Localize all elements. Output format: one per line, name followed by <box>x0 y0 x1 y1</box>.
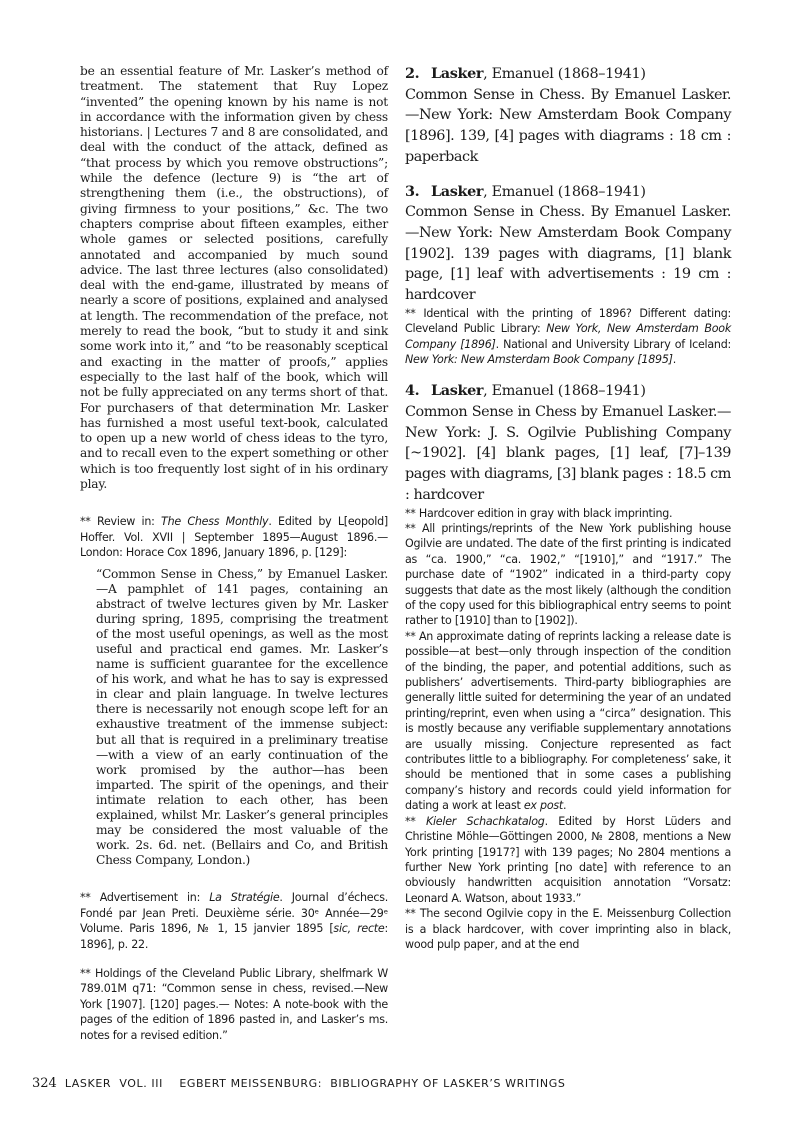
entry-3 <box>405 182 731 368</box>
entry-2 <box>405 64 731 168</box>
page-footer <box>32 1076 565 1091</box>
running-head: LASKER VOL. III EGBERT MEISSENBURG: BIBLIOGRAPHY OF LASKER’S WRITINGS <box>64 1077 566 1090</box>
entry-body: Common Sense in Chess. By Emanuel Lasker.—New York: New Amsterdam Book Company [1902]. 139 pages with diagrams, [1] blank page, [1] leaf with advertisements : 19 cm : hardcover <box>405 204 731 304</box>
review-quote: “Common Sense in Chess,” by Emanuel Lasker.—A pamphlet of 141 pages, containing an abstract of twelve lectures given by Mr. Lasker during spring, 1895, comprising the treatment of the most useful openings, as well as the most useful and practical end games. Mr. Lasker’s name is sufficient guarantee for the excellence of his work, and what he has to say is expressed in clear and plain language. In twelve lectures there is necessarily not enough scope left for an exhaustive treatment of the immense subject: but all that is required in a preliminary treatise—with a view of an early continuation of the work promised by the author—has been imparted. The spirit of the openings, and their intimate relation to each other, has been explained, whilst Mr. Lasker’s general principles may be considered the most valuable of the work. 2s. 6d. net. (Bellairs and Co, and British Chess Company, London.) <box>96 566 388 868</box>
entry-4 <box>405 381 731 952</box>
entry-body: Common Sense in Chess. By Emanuel Lasker.—New York: New Amsterdam Book Company [1896]. 139, [4] pages with diagrams : 18 cm : paperback <box>405 86 731 165</box>
entry-note: ** An approximate dating of reprints lacking a release date is possible—at best—only through inspection of the condition of the binding, the paper, and potential additions, such as publishers’ advertisements. Third-party bibliographies are generally little suited for determining the year of an undated printing/reprint, even when using a “circa” designation. This is mostly because any verifiable supplementary annotations are usually missing. Conjecture represented as fact contributes little to a bibliography. For completeness’ sake, it should be mentioned that in some cases a publishing company’s history and records could yield information for dating a work at least ex post. <box>405 629 731 813</box>
journal-title: La Stratégie <box>209 891 280 905</box>
intro-paragraph: be an essential feature of Mr. Lasker’s method of treatment. The statement that Ruy Lopez “invented” the opening known by his name is not in accordance with the information given by chess historians. | Lectures 7 and 8 are consolidated, and deal with the conduct of the attack, defined as “that process by which you remove obstructions”; while the defence (lecture 9) is “the art of strengthening them (i.e., the obstructions), of giving firmness to your positions,” &c. The two chapters comprise about fifteen examples, either whole games or selected positions, carefully annotated and accompanied by much sound advice. The last three lectures (also consolidated) deal with the end-game, illustrated by means of nearly a score of positions, explained and analysed at length. The recommendation of the preface, not merely to read the book, “but to study it and sink some work into it,” and “to be reasonably sceptical and exacting in the matter of proofs,” applies especially to the last half of the book, which will not be fully appreciated on any terms short of that. For purchasers of that determination Mr. Lasker has furnished a most useful text-book, calculated to open up a new world of chess ideas to the tyro, and to recall even to the expert something or other which is too frequently lost sight of in his ordinary play. <box>80 64 388 492</box>
advert-note: ** Advertisement in: La Stratégie. Journal d’échecs. Fondé par Jean Preti. Deuxième série. 30ᵉ Année—29ᵉ Volume. Paris 1896, № 1, 15 janvier 1895 [sic, recte: 1896], p. 22. <box>80 891 389 951</box>
entry-note: ** The second Ogilvie copy in the E. Meissenburg Collection is a black hardcover, with cover imprinting also in black, wood pulp paper, and at the end <box>405 907 731 951</box>
holdings-note: ** Holdings of the Cleveland Public Library, shelfmark W 789.01M q71: “Common sense in chess, revised.—New York [1907]. [120] pages.— Notes: A note-book with the pages of the edition of 1896 pasted in, and Lasker’s ms. notes for a revised edition.” <box>80 967 388 1042</box>
entry-heading: 4. Lasker, Emanuel (1868–1941) <box>405 382 646 400</box>
journal-title: The Chess Monthly <box>161 515 269 529</box>
left-column <box>80 64 388 1043</box>
entry-note: ** Identical with the printing of 1896? Different dating: Cleveland Public Library: New York, New Amsterdam Book Company [1896]. National and University Library of Iceland: New York: New Amsterdam Book Company [1895]. <box>405 306 731 366</box>
page-number: 324 <box>32 1076 57 1091</box>
right-column <box>405 64 731 952</box>
entry-heading: 2. Lasker, Emanuel (1868–1941) <box>405 65 646 82</box>
entry-note: ** All printings/reprints of the New York publishing house Ogilvie are undated. The date of the first printing is indicated as “ca. 1900,” “ca. 1902,” “[1910],” and “1917.” The purchase date of “1902” indicated in a third-party copy suggests that date as the most likely (although the condition of the copy used for this bibliographical entry seems to point rather to [1910] than to [1902]). <box>405 521 731 628</box>
entry-note: ** Hardcover edition in gray with black imprinting. <box>405 506 673 520</box>
review-note: ** Review in: The Chess Monthly. Edited by L[eopold] Hoffer. Vol. XVII | September 1895—August 1896.— London: Horace Cox 1896, January 1896, p. [129]: <box>80 515 389 560</box>
entry-body: Common Sense in Chess by Emanuel Lasker.—New York: J. S. Ogilvie Publishing Company [~1902]. [4] blank pages, [1] leaf, [7]–139 pages with diagrams, [3] blank pages : 18.5 cm : hardcover <box>405 404 731 503</box>
entry-note: ** Kieler Schachkatalog. Edited by Horst Lüders and Christine Möhle—Göttingen 2000, № 2808, mentions a New York printing [1917?] with 139 pages; No 2804 mentions a further New York printing [no date] with reference to an obviously handwritten acquisition annotation “Vorsatz: Leonard A. Watson, about 1933.” <box>405 814 731 905</box>
entry-heading: 3. Lasker, Emanuel (1868–1941) <box>405 182 646 200</box>
